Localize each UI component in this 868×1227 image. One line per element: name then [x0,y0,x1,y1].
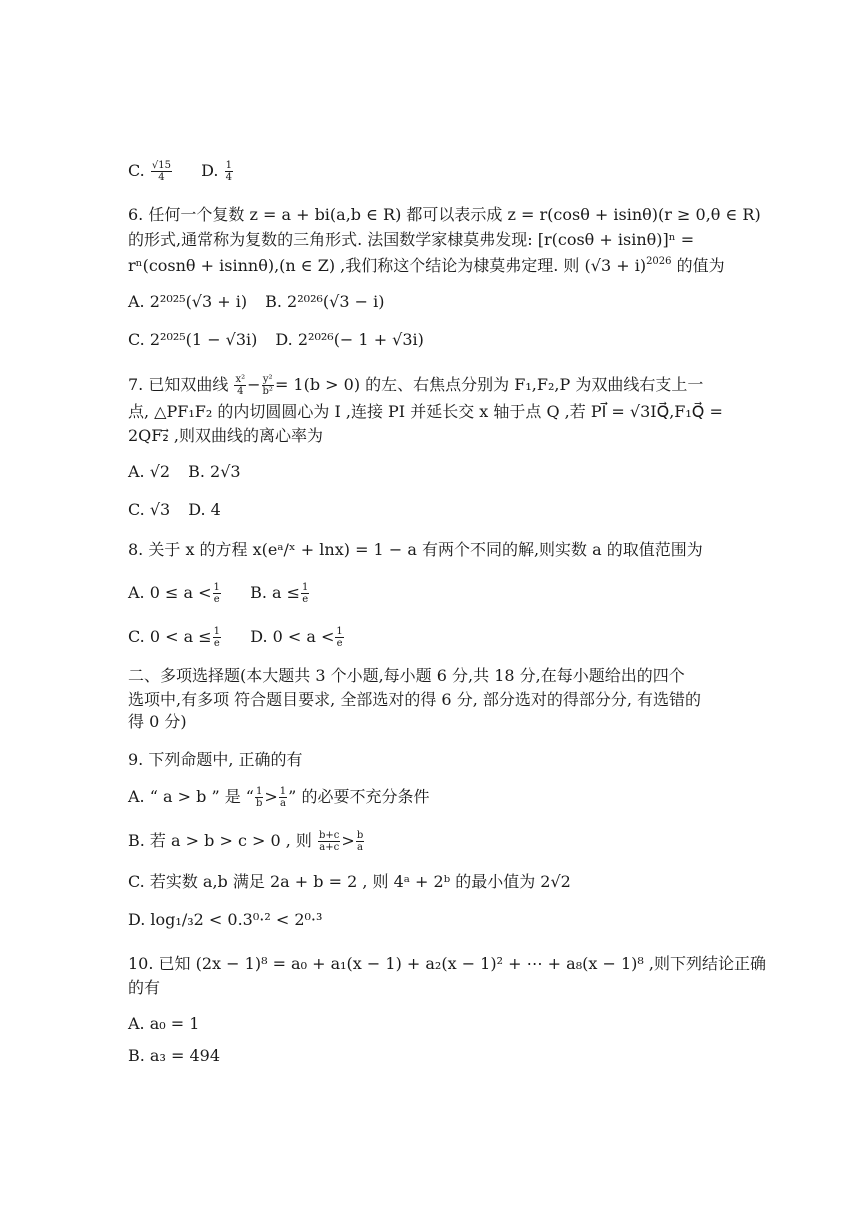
q8-options-ab: A. 0 ≤ a < $\frac{1}{e}$ B. a ≤ $\frac{1}{e}$ [128,582,309,605]
q6-option-b: B. 2²⁰²⁶(√3 − i) [265,292,385,311]
q9-option-c: C. 若实数 a,b 满足 2a + b = 2 , 则 4ᵃ + 2ᵇ 的最小值为 2√2 [128,872,571,891]
q9-option-b: B. 若 a > b > c > 0 , 则 $\frac{b+c}{a+c}$ > $\frac{b}{a}$ [128,830,364,853]
section2-heading-line-1: 二、多项选择题(本大题共 3 个小题,每小题 6 分,共 18 分,在每小题给出的四个 [128,666,685,685]
q5-option-d-fraction: $\frac{1}{4}$ [225,160,232,183]
q5-option-d-label: D. [201,161,219,180]
q9-option-a: A. “ a > b ” 是 “ $\frac{1}{b}$ > $\frac{1}{a}$ ” 的必要不充分条件 [128,786,430,809]
q6-stem-line-1: 6. 任何一个复数 z = a + bi(a,b ∈ R) 都可以表示成 z = r(cosθ + isinθ)(r ≥ 0,θ ∈ R) [128,205,761,224]
q7-fraction-x: $\frac{\text{x²}}{4}$ [235,374,246,397]
q7-option-b: B. 2√3 [188,462,241,481]
q6-option-c: C. 2²⁰²⁵(1 − √3i) [128,330,258,349]
q6-options-cd [128,330,424,350]
q7-stem-line-2: 点, △PF₁F₂ 的内切圆圆心为 I ,连接 PI 并延长交 x 轴于点 Q ,若 PI⃗ = √3IQ⃗,F₁Q⃗ = [128,402,723,421]
q8-options-cd: C. 0 < a ≤ $\frac{1}{e}$ D. 0 < a < $\frac{1}{e}$ [128,626,343,649]
q7-options-ab [128,462,241,482]
q7-stem-line-3: 2QF₂⃗ ,则双曲线的离心率为 [128,426,323,445]
q6-exponent: 2026 [646,256,672,267]
q7-fraction-y: $\frac{\text{y²}}{\text{b²}}$ [262,374,273,397]
section2-heading-line-3: 得 0 分) [128,712,187,731]
q7-option-c: C. √3 [128,500,171,519]
q8-option-b: B. a ≤ [250,583,301,602]
q5-options [128,160,234,183]
q10-option-a: A. a₀ = 1 [128,1014,200,1033]
q9-option-d: D. log₁/₃2 < 0.3⁰·² < 2⁰·³ [128,910,323,929]
q6-options-ab [128,292,384,312]
q5-option-c-fraction: $\frac{√15}{4}$ [151,160,171,183]
q9-stem: 9. 下列命题中, 正确的有 [128,750,303,769]
q8-option-a: A. 0 ≤ a < [128,583,212,602]
q8-stem: 8. 关于 x 的方程 x(eᵃ/ˣ + lnx) = 1 − a 有两个不同的解,则实数 a 的取值范围为 [128,540,703,559]
q6-stem-line-2: 的形式,通常称为复数的三角形式. 法国数学家棣莫弗发现: [r(cosθ + isinθ)]ⁿ = [128,230,695,249]
q6-stem-line-3: rⁿ(cosnθ + isinnθ),(n ∈ Z) ,我们称这个结论为棣莫弗定理. 则 $(√3 + i)^{2026}$ 的值为 [128,256,725,275]
q5-option-c-label: C. [128,161,145,180]
q7-options-cd [128,500,221,520]
q7-option-d: D. 4 [188,500,221,519]
q8-option-d: D. 0 < a < [250,627,335,646]
q10-stem-line-2: 的有 [128,978,161,997]
q7-stem-line-1: 7. 已知双曲线 $\frac{\text{x²}}{4}$ − $\frac{\text{y²}}{\text{b²}}$ = 1(b > 0) 的左、右焦点分别为 F₁,F₂,P 为双曲线右支上一 [128,374,704,397]
q6-option-a: A. 2²⁰²⁵(√3 + i) [128,292,248,311]
section2-heading-line-2: 选项中,有多项 符合题目要求, 全部选对的得 6 分, 部分选对的得部分分, 有选错的 [128,690,702,709]
q7-option-a: A. √2 [128,462,171,481]
q8-option-c: C. 0 < a ≤ [128,627,212,646]
q10-stem-line-1: 10. 已知 (2x − 1)⁸ = a₀ + a₁(x − 1) + a₂(x − 1)² + ⋯ + a₈(x − 1)⁸ ,则下列结论正确 [128,954,766,973]
q10-option-b: B. a₃ = 494 [128,1046,220,1065]
q6-option-d: D. 2²⁰²⁶(− 1 + √3i) [275,330,424,349]
